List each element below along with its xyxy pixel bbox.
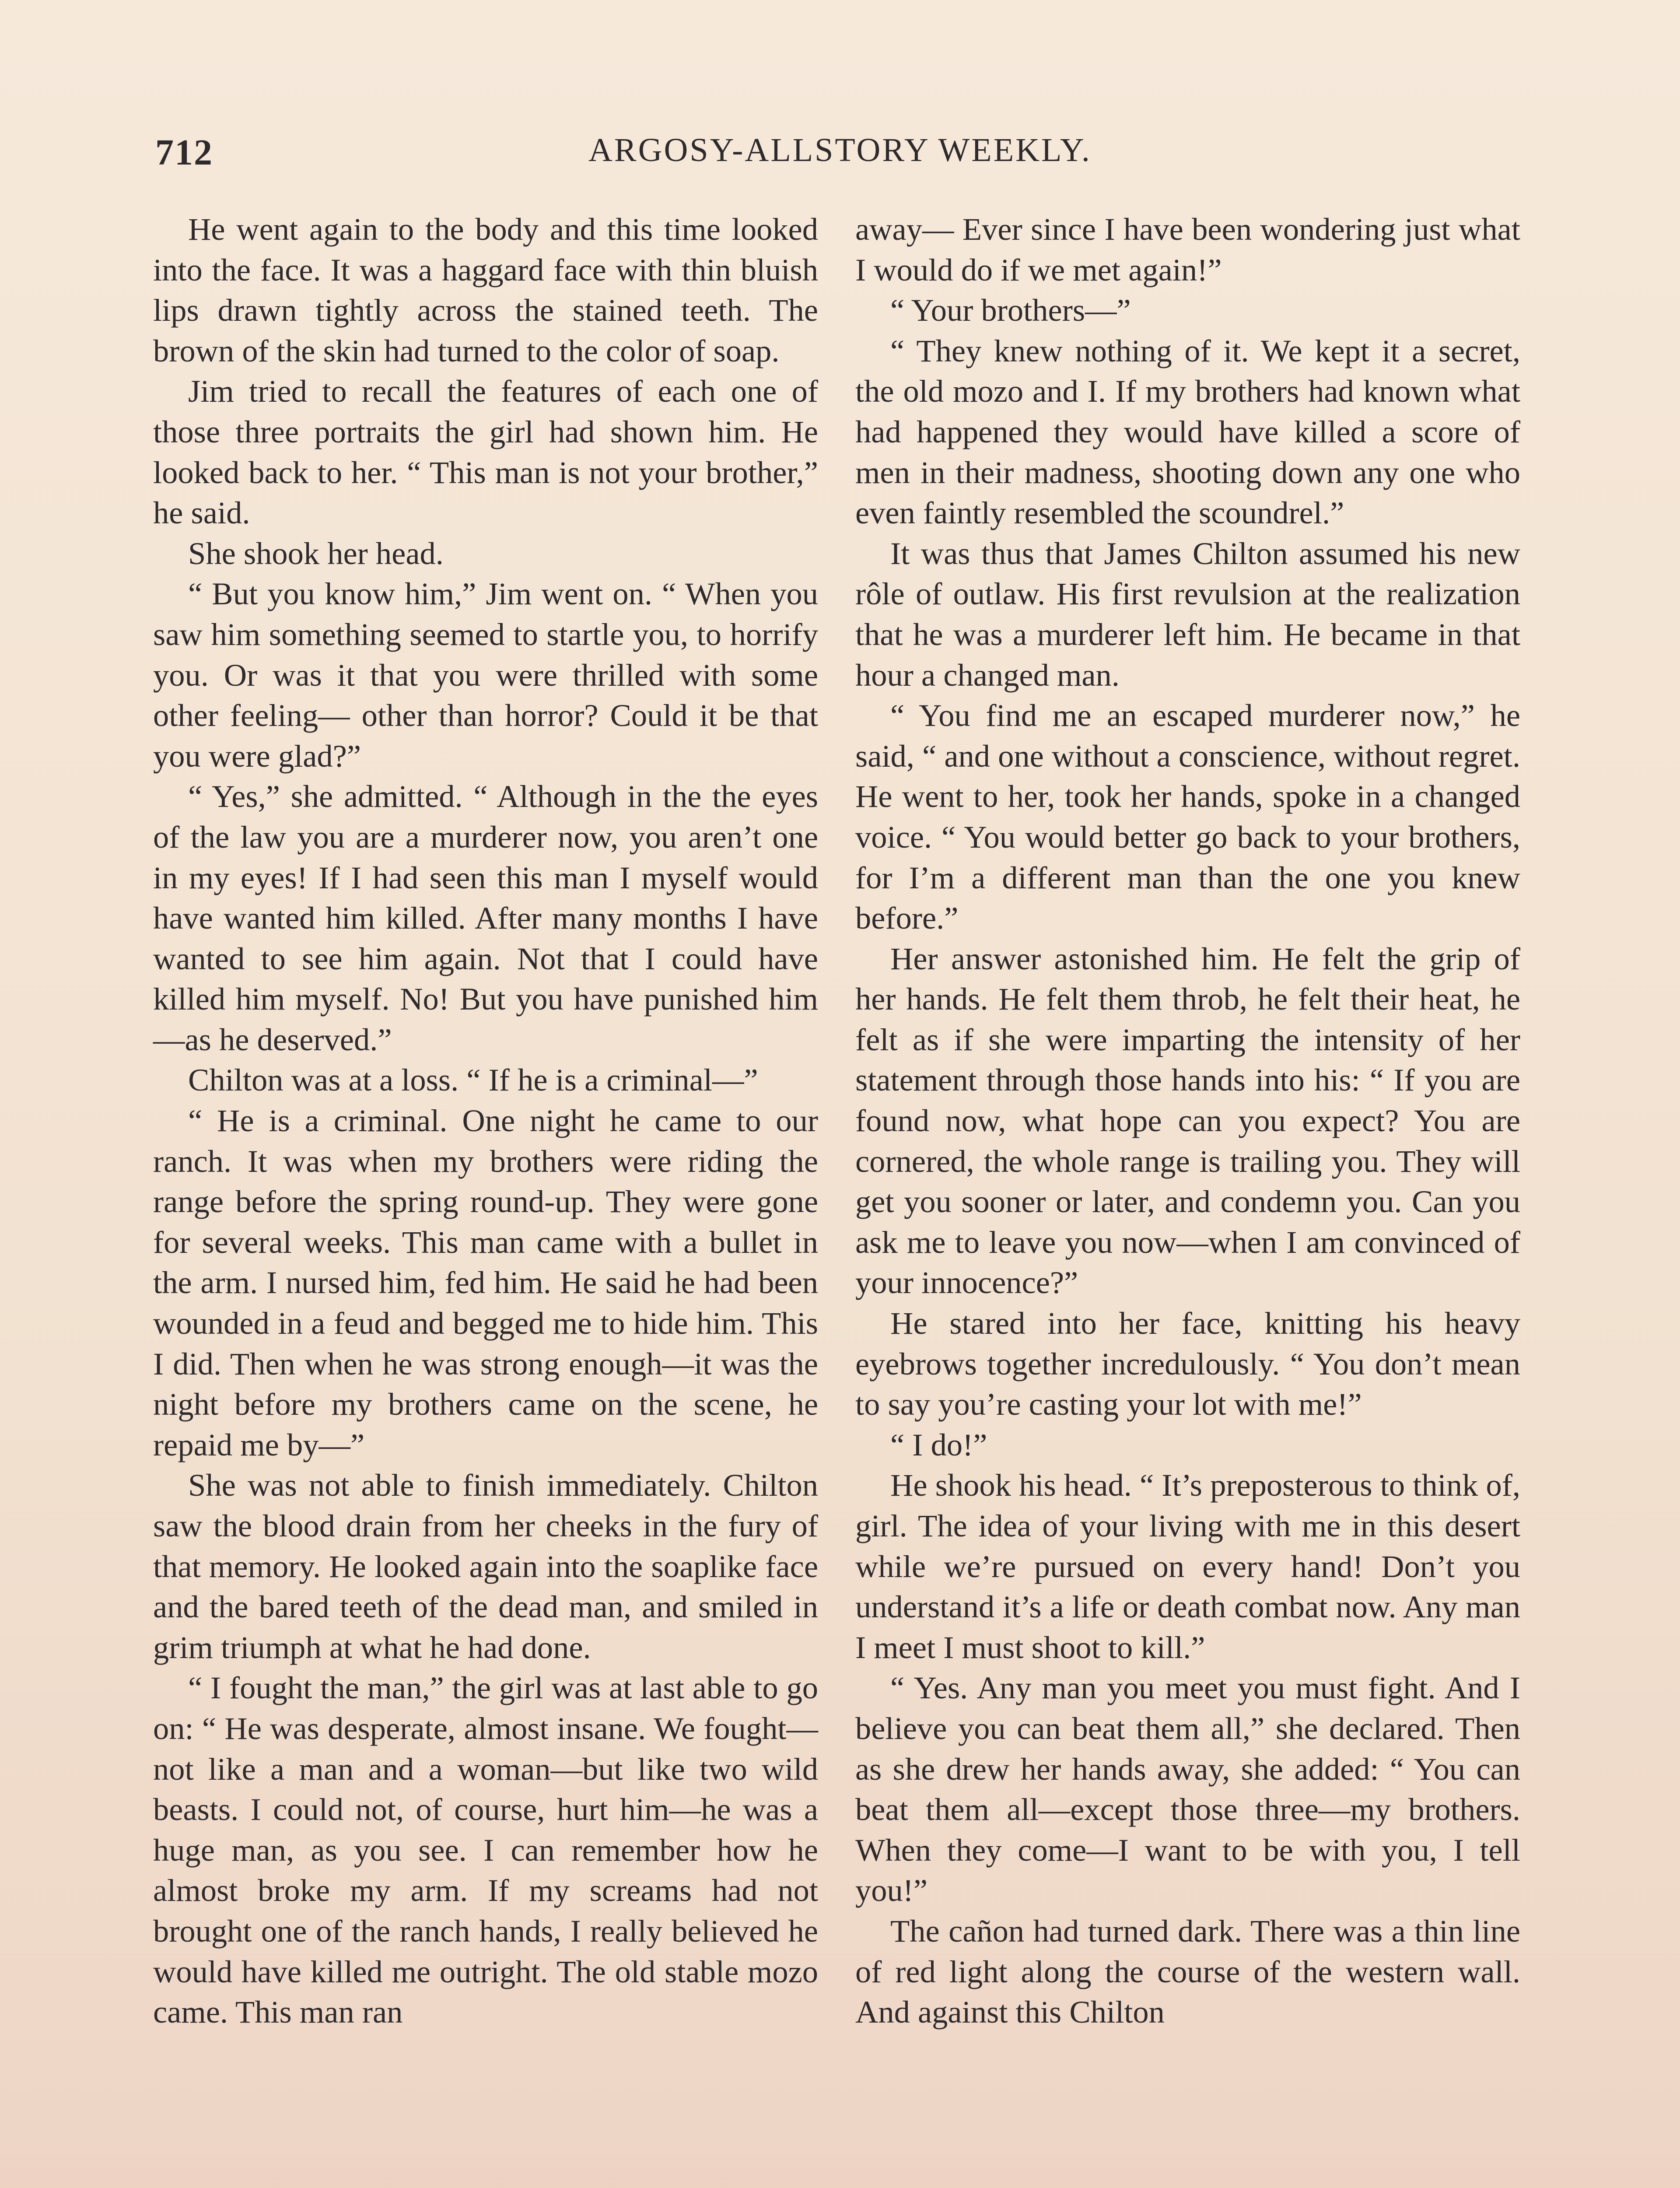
paragraph: She shook her head. bbox=[188, 535, 444, 571]
paragraph: He went again to the body and this time looked into the face. It was a haggard face with thin bluish lips drawn tightly across the stained teeth. The brown of the skin had turned to the color of soap. bbox=[153, 211, 818, 368]
running-head: ARGOSY-ALLSTORY WEEKLY. bbox=[588, 132, 1092, 168]
paragraph-continuation: away— Ever since I have been wondering just what I would do if we met again!” bbox=[855, 211, 1520, 288]
paragraph: Her answer astonished him. He felt the grip of her hands. He felt them throb, he felt their heat, he felt as if she were imparting the intensity of her statement through those hands into his: “ If you are found now, what hope can you expect? You are cornered, the whole range is trailing you. They will get you sooner or later, and condemn you. Can you ask me to leave you now—when I am convinced of your innocence?” bbox=[855, 940, 1520, 1301]
paragraph: Jim tried to recall the features of each one of those three portraits the girl had shown him. He looked back to her. “ This man is not your brother,” he said. bbox=[153, 373, 818, 531]
paragraph: “ But you know him,” Jim went on. “ When you saw him something seemed to startle you, to horrify you. Or was it that you were thrilled with some other feeling— other than horror? Could it be that you were glad?” bbox=[153, 576, 818, 774]
paragraph: “ He is a criminal. One night he came to our ranch. It was when my brothers were riding the range before the spring round-up. They were gone for several weeks. This man came with a bullet in the arm. I nursed him, fed him. He said he had been wounded in a feud and begged me to hide him. This I did. Then when he was strong enough—it was the night before my brothers came on the scene, he repaid me by—” bbox=[153, 1103, 818, 1462]
paragraph: It was thus that James Chilton assumed his new rôle of outlaw. His first revulsion at the realization that he was a murderer left him. He became in that hour a changed man. bbox=[855, 535, 1520, 693]
right-column bbox=[855, 209, 1520, 2033]
paragraph: He stared into her face, knitting his heavy eyebrows together incredulously. “ You don’t mean to say you’re casting your lot with me!” bbox=[855, 1305, 1520, 1422]
page-number: 712 bbox=[155, 132, 213, 173]
paragraph: “ You find me an escaped murderer now,” he said, “ and one without a conscience, without regret. He went to her, took her hands, spoke in a changed voice. “ You would better go back to your brothers, for I’m a different man than the one you knew before.” bbox=[855, 698, 1520, 936]
page-header bbox=[155, 131, 1525, 179]
paragraph: She was not able to finish immediately. Chilton saw the blood drain from her cheeks in the fury of that memory. He looked again into the soaplike face and the bared teeth of the dead man, and smiled in grim triumph at what he had done. bbox=[153, 1467, 818, 1665]
paragraph: “ I fought the man,” the girl was at last able to go on: “ He was desperate, almost insane. We fought—not like a man and a woman—but like two wild beasts. I could not, of course, hurt him—he was a huge man, as you see. I can remember how he almost broke my arm. If my screams had not brought one of the ranch hands, I really believed he would have killed me outright. The old stable mozo came. This man ran bbox=[153, 1670, 818, 2030]
paragraph: “ They knew nothing of it. We kept it a secret, the old mozo and I. If my brothers had known what had happened they would have killed a score of men in their madness, shooting down any one who even faintly resembled the scoundrel.” bbox=[855, 333, 1520, 531]
paragraph: “ Your brothers—” bbox=[890, 292, 1131, 328]
paragraph: Chilton was at a loss. “ If he is a criminal—” bbox=[188, 1062, 758, 1098]
paragraph: “ Yes,” she admitted. “ Although in the the eyes of the law you are a murderer now, you aren’t one in my eyes! If I had seen this man I myself would have wanted him killed. After many months I have wanted to see him again. Not that I could have killed him myself. No! But you have punished him—as he deserved.” bbox=[153, 778, 818, 1057]
paragraph: The cañon had turned dark. There was a thin line of red light along the course of the western wall. And against this Chilton bbox=[855, 1913, 1520, 2030]
left-column bbox=[153, 209, 818, 2033]
paragraph: “ I do!” bbox=[890, 1427, 987, 1462]
paragraph: He shook his head. “ It’s preposterous to think of, girl. The idea of your living with me in this desert while we’re pursued on every hand! Don’t you understand it’s a life or death combat now. Any man I meet I must shoot to kill.” bbox=[855, 1467, 1520, 1665]
paragraph: “ Yes. Any man you meet you must fight. And I believe you can beat them all,” she declared. Then as she drew her hands away, she added: “ You can beat them all—except those three—my brothers. When they come—I want to be with you, I tell you!” bbox=[855, 1670, 1520, 1908]
